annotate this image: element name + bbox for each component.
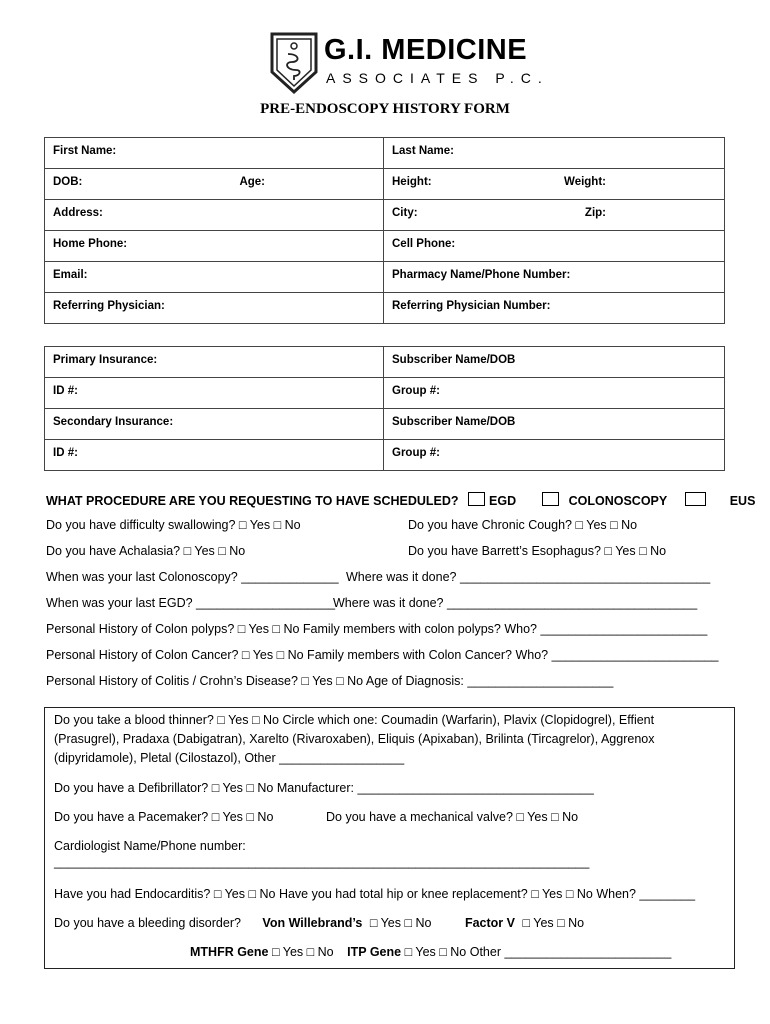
form-cell[interactable] <box>45 409 384 440</box>
cough-question[interactable]: Do you have Chronic Cough? □ Yes □ No <box>408 518 638 532</box>
logo <box>270 32 549 98</box>
shield-logo-icon <box>270 32 318 94</box>
bleeding-label: Do you have a bleeding disorder? <box>54 916 241 930</box>
field-label: Referring Physician Number: <box>392 300 551 312</box>
factor-v-options[interactable]: □ Yes □ No <box>522 916 585 930</box>
field-label: Group #: <box>392 385 440 397</box>
field-label: ID #: <box>53 385 78 397</box>
cancer-question[interactable]: Personal History of Colon Cancer? □ Yes □ No Family members with Colon Cancer? Who? ________________________ <box>46 648 719 662</box>
table-row <box>45 138 725 169</box>
blood-thinner-line2: (Prasugrel), Pradaxa (Dabigatran), Xarelto (Rivaroxaben), Eliquis (Apixaban), Brilinta (Tircagrelor), Aggrenox <box>54 732 655 746</box>
field-label: ID #: <box>53 447 78 459</box>
polyps-question[interactable]: Personal History of Colon polyps? □ Yes □ No Family members with colon polyps? Who? ________________________ <box>46 622 708 636</box>
field-label: Group #: <box>392 447 440 459</box>
table-row <box>45 440 725 471</box>
field-label: Primary Insurance: <box>53 354 158 366</box>
itp-options[interactable]: □ Yes □ No Other ________________________ <box>404 945 672 959</box>
field-label: Height: <box>392 176 432 188</box>
form-cell[interactable] <box>384 409 725 440</box>
insurance-table <box>44 346 725 471</box>
table-row <box>45 347 725 378</box>
defibrillator-question[interactable]: Do you have a Defibrillator? □ Yes □ No Manufacturer: __________________________________ <box>54 781 594 795</box>
form-cell[interactable] <box>45 169 384 200</box>
form-cell[interactable] <box>45 262 384 293</box>
colonoscopy-where-question[interactable]: Where was it done? ____________________________________ <box>346 570 711 584</box>
form-cell[interactable] <box>45 138 384 169</box>
form-cell[interactable] <box>384 200 725 231</box>
brand-subtitle: ASSOCIATES P.C. <box>326 70 549 86</box>
form-cell[interactable] <box>45 231 384 262</box>
itp-label: ITP Gene <box>347 945 402 959</box>
field-label: Zip: <box>584 207 606 219</box>
form-cell[interactable] <box>45 440 384 471</box>
mthfr-options[interactable]: □ Yes □ No <box>271 945 334 959</box>
brand-name: G.I. MEDICINE <box>324 34 528 66</box>
form-cell[interactable] <box>384 138 725 169</box>
table-row <box>45 169 725 200</box>
form-cell[interactable] <box>384 440 725 471</box>
form-cell[interactable] <box>45 200 384 231</box>
field-label: Home Phone: <box>53 238 128 250</box>
cardiologist-field[interactable]: _____________________________________________________________________________ <box>54 855 590 869</box>
medical-panel <box>44 707 735 969</box>
form-title: PRE-ENDOSCOPY HISTORY FORM <box>260 101 510 117</box>
colonoscopy-checkbox[interactable] <box>542 492 559 506</box>
form-cell[interactable] <box>384 378 725 409</box>
field-label: Subscriber Name/DOB <box>392 416 516 428</box>
table-row <box>45 378 725 409</box>
field-label: Secondary Insurance: <box>53 416 174 428</box>
field-label: Pharmacy Name/Phone Number: <box>392 269 571 281</box>
field-label: Email: <box>53 269 88 281</box>
field-label: Referring Physician: <box>53 300 165 312</box>
von-willebrand-label: Von Willebrand’s <box>262 916 363 930</box>
blood-thinner-question[interactable]: Do you take a blood thinner? □ Yes □ No Circle which one: Coumadin (Warfarin), Plavix (Clopidogrel), Effient <box>54 713 655 727</box>
factor-v-label: Factor V <box>464 916 515 930</box>
form-cell[interactable] <box>384 262 725 293</box>
blood-thinner-line3[interactable]: (dipyridamole), Pletal (Cilostazol), Other __________________ <box>54 751 405 765</box>
valve-question[interactable]: Do you have a mechanical valve? □ Yes □ No <box>326 810 579 824</box>
form-cell[interactable] <box>384 231 725 262</box>
table-row <box>45 262 725 293</box>
eus-checkbox[interactable] <box>685 492 706 506</box>
field-label: City: <box>392 207 418 219</box>
form-cell[interactable] <box>45 378 384 409</box>
barretts-question[interactable]: Do you have Barrett’s Esophagus? □ Yes □ No <box>408 544 667 558</box>
field-label: DOB: <box>53 176 83 188</box>
achalasia-question[interactable]: Do you have Achalasia? □ Yes □ No <box>46 544 246 558</box>
field-label: Weight: <box>564 176 606 188</box>
field-label: Address: <box>53 207 103 219</box>
table-row <box>45 409 725 440</box>
field-label: Age: <box>239 176 265 188</box>
genes-row <box>190 943 671 962</box>
swallow-question[interactable]: Do you have difficulty swallowing? □ Yes □ No <box>46 518 301 532</box>
pacemaker-question[interactable]: Do you have a Pacemaker? □ Yes □ No <box>54 810 274 824</box>
table-row <box>45 231 725 262</box>
patient-info-table <box>44 137 725 324</box>
form-cell[interactable] <box>384 347 725 378</box>
form-cell[interactable] <box>384 293 725 324</box>
form-cell[interactable] <box>384 169 725 200</box>
endocarditis-question[interactable]: Have you had Endocarditis? □ Yes □ No Have you had total hip or knee replacement? □ Yes □ No When? ________ <box>54 887 696 901</box>
egd-where-question[interactable]: Where was it done? ____________________________________ <box>333 596 698 610</box>
egd-date-question[interactable]: When was your last EGD? ____________________ <box>46 596 336 610</box>
mthfr-label: MTHFR Gene <box>190 945 269 959</box>
form-cell[interactable] <box>45 293 384 324</box>
field-label: First Name: <box>53 145 117 157</box>
eus-label: EUS <box>729 494 756 508</box>
bleeding-disorder-row <box>54 914 584 933</box>
colonoscopy-label: COLONOSCOPY <box>568 494 668 508</box>
field-label: Cell Phone: <box>392 238 456 250</box>
colitis-question[interactable]: Personal History of Colitis / Crohn’s Disease? □ Yes □ No Age of Diagnosis: _____________________ <box>46 674 614 688</box>
von-willebrand-options[interactable]: □ Yes □ No <box>369 916 432 930</box>
field-label: Last Name: <box>392 145 454 157</box>
procedure-question: WHAT PROCEDURE ARE YOU REQUESTING TO HAVE SCHEDULED? EGD COLONOSCOPY EUS <box>46 494 756 508</box>
field-label: Subscriber Name/DOB <box>392 354 516 366</box>
egd-checkbox[interactable] <box>468 492 485 506</box>
table-row <box>45 293 725 324</box>
form-cell[interactable] <box>45 347 384 378</box>
egd-label: EGD <box>489 494 517 508</box>
colonoscopy-date-question[interactable]: When was your last Colonoscopy? ______________ <box>46 570 339 584</box>
table-row <box>45 200 725 231</box>
cardiologist-label: Cardiologist Name/Phone number: <box>54 839 246 853</box>
